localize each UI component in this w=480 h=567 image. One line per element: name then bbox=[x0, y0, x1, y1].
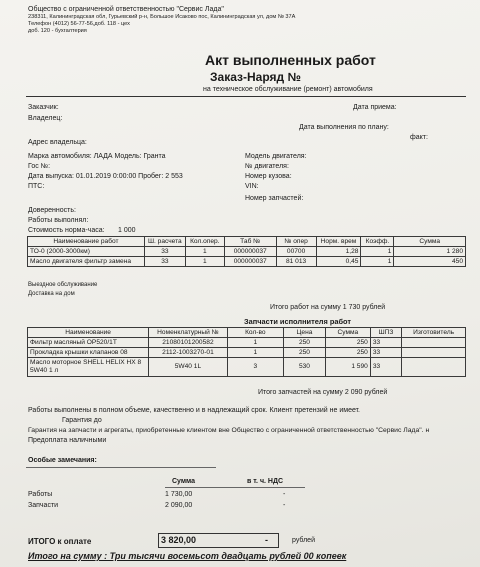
work-calc: 33 bbox=[144, 247, 185, 257]
works-total: Итого работ на сумму 1 730 рублей bbox=[270, 304, 386, 311]
parts-col-maker: Изготовитель bbox=[402, 328, 466, 338]
parts-col-qty: Кол-во bbox=[227, 328, 283, 338]
engine-model-label: Модель двигателя: bbox=[245, 153, 307, 160]
company-block bbox=[28, 6, 295, 35]
works-col-sum: Сумма bbox=[394, 237, 466, 247]
part-shpz: 33 bbox=[370, 338, 401, 348]
summary-works-sum: 1 730,00 bbox=[165, 491, 193, 498]
part-qty: 3 bbox=[227, 358, 283, 377]
part-sum: 250 bbox=[325, 338, 370, 348]
works-table bbox=[27, 236, 466, 267]
company-ext: доб. 120 - бухгалтерия bbox=[28, 27, 87, 34]
hour-cost-label: Стоимость норма-часа: bbox=[28, 227, 105, 234]
parts-table bbox=[27, 327, 466, 377]
parts-caption: Запчасти исполнителя работ bbox=[244, 317, 352, 326]
parts-col-sum: Сумма bbox=[325, 328, 370, 338]
work-ops: 1 bbox=[185, 247, 224, 257]
grand-total-dash: - bbox=[265, 535, 268, 545]
plate-label: Гос №: bbox=[28, 163, 51, 170]
part-price: 530 bbox=[284, 358, 326, 377]
engine-number-label: № двигателя: bbox=[245, 163, 289, 170]
company-name: Общество с ограниченной ответственностью "Сервис Лада" bbox=[28, 6, 224, 13]
table-row bbox=[28, 348, 466, 358]
order-number: Заказ-Наряд № bbox=[210, 70, 301, 84]
pts-label: ПТС: bbox=[28, 183, 45, 190]
owner-address-label: Адрес владельца: bbox=[28, 139, 87, 146]
part-price: 250 bbox=[284, 348, 326, 358]
remarks-label: Особые замечания: bbox=[28, 457, 97, 464]
part-maker bbox=[402, 348, 466, 358]
works-col-ops: Кол.опер. bbox=[185, 237, 224, 247]
work-sum: 450 bbox=[394, 257, 466, 267]
part-qty: 1 bbox=[227, 338, 283, 348]
parts-total: Итого запчастей на сумму 2 090 рублей bbox=[258, 389, 388, 396]
plan-date-label: Дата выполнения по плану: bbox=[299, 124, 389, 131]
proxy-label: Доверенность: bbox=[28, 207, 76, 214]
part-maker bbox=[402, 338, 466, 348]
order-purpose: на техническое обслуживание (ремонт) автомобиля bbox=[203, 86, 373, 93]
table-row bbox=[28, 338, 466, 348]
vin-label: VIN: bbox=[245, 183, 259, 190]
work-opno: 81 013 bbox=[276, 257, 316, 267]
grand-total-box bbox=[158, 533, 279, 548]
grand-total-unit: рублей bbox=[292, 537, 315, 544]
customer-label: Заказчик: bbox=[28, 104, 59, 111]
part-name: Масло моторное SHELL HELIX HX 8 5W40 1 л bbox=[28, 358, 149, 377]
table-row bbox=[28, 257, 466, 267]
completion-statement: Работы выполнены в полном объеме, качественно и в надлежащий срок. Клиент претензий не имеет. bbox=[28, 407, 360, 414]
part-maker bbox=[402, 358, 466, 377]
summary-works-label: Работы bbox=[28, 491, 53, 498]
parts-number-label: Номер запчастей: bbox=[245, 195, 304, 202]
work-calc: 33 bbox=[144, 257, 185, 267]
guarantee-line-2: Предоплата наличными bbox=[28, 437, 107, 444]
works-col-norm: Норм. врем bbox=[316, 237, 361, 247]
work-tab: 000000037 bbox=[224, 257, 276, 267]
part-nomen: 21080101200582 bbox=[149, 338, 227, 348]
part-nomen: 2112-1003270-01 bbox=[149, 348, 227, 358]
header-divider bbox=[26, 96, 466, 97]
document-title: Акт выполненных работ bbox=[205, 52, 376, 68]
part-shpz: 33 bbox=[370, 358, 401, 377]
part-price: 250 bbox=[284, 338, 326, 348]
owner-label: Владелец: bbox=[28, 115, 63, 122]
total-in-words: Итого на сумму : Три тысячи восемьсот двадцать рублей 00 копеек bbox=[28, 551, 347, 561]
release-info: Дата выпуска: 01.01.2019 0:00:00 Пробег: 2 553 bbox=[28, 173, 183, 180]
part-sum: 1 590 bbox=[325, 358, 370, 377]
table-row bbox=[28, 247, 466, 257]
parts-header-row bbox=[28, 328, 466, 338]
work-norm: 1,28 bbox=[316, 247, 361, 257]
car-info: Марка автомобиля: ЛАДА Модель: Гранта bbox=[28, 153, 166, 160]
parts-col-price: Цена bbox=[284, 328, 326, 338]
part-qty: 1 bbox=[227, 348, 283, 358]
work-coef: 1 bbox=[361, 247, 394, 257]
work-name: ТО-0 (2000-3000км) bbox=[28, 247, 145, 257]
fact-label: факт: bbox=[410, 134, 428, 141]
guarantee-label: Гарантия до bbox=[62, 417, 102, 424]
part-name: Прокладка крышки клапанов 08 bbox=[28, 348, 149, 358]
summary-parts-label: Запчасти bbox=[28, 502, 59, 509]
work-name: Масло двигателя фильтр замена bbox=[28, 257, 145, 267]
works-col-coef: Коэфф. bbox=[361, 237, 394, 247]
table-row bbox=[28, 358, 466, 377]
work-ops: 1 bbox=[185, 257, 224, 267]
summary-divider bbox=[165, 487, 305, 488]
work-coef: 1 bbox=[361, 257, 394, 267]
summary-col-sum: Сумма bbox=[172, 478, 196, 485]
grand-total-label: ИТОГО к оплате bbox=[28, 537, 92, 546]
company-address: 238311, Калининградская обл, Гурьевский р-н, Большое Исаково пос, Калининградская ул, дом № 37А bbox=[28, 14, 296, 21]
work-sum: 1 280 bbox=[394, 247, 466, 257]
parts-col-nomen: Номенклатурный № bbox=[149, 328, 227, 338]
guarantee-line-1: Гарантия на запчасти и агрегаты, приобретенные клиентом вне Общество с ограниченной ответственностью "Сервис Лада". н bbox=[28, 427, 430, 434]
summary-parts-sum: 2 090,00 bbox=[165, 502, 193, 509]
part-name: Фильтр масляный ОР520/1Т bbox=[28, 338, 149, 348]
part-sum: 250 bbox=[325, 348, 370, 358]
body-number-label: Номер кузова: bbox=[245, 173, 292, 180]
summary-works-vat: - bbox=[283, 491, 286, 498]
performed-label: Работы выполнял: bbox=[28, 217, 89, 224]
parts-col-name: Наименование bbox=[28, 328, 149, 338]
note-line-1: Выездное обслуживание bbox=[28, 282, 98, 288]
works-col-tab: Таб № bbox=[224, 237, 276, 247]
part-shpz: 33 bbox=[370, 348, 401, 358]
accept-date-label: Дата приема: bbox=[353, 104, 397, 111]
work-norm: 0,45 bbox=[316, 257, 361, 267]
grand-total-value: 3 820,00 bbox=[161, 535, 197, 545]
summary-parts-vat: - bbox=[283, 502, 286, 509]
part-nomen: 5W40 1L bbox=[149, 358, 227, 377]
parts-col-shpz: ШПЗ bbox=[370, 328, 401, 338]
works-col-calc: Ш. расчета bbox=[144, 237, 185, 247]
summary-col-vat: в т. ч. НДС bbox=[247, 478, 284, 485]
company-phone: Телефон (4012) 56-77-56,доб. 118 - цех bbox=[28, 21, 130, 28]
work-opno: 00700 bbox=[276, 247, 316, 257]
hour-cost-value: 1 000 bbox=[118, 227, 136, 234]
work-tab: 000000037 bbox=[224, 247, 276, 257]
works-col-name: Наименование работ bbox=[28, 237, 145, 247]
remarks-underline bbox=[26, 467, 216, 468]
works-col-opno: № опер bbox=[276, 237, 316, 247]
note-line-2: Доставка на дом bbox=[28, 291, 75, 297]
works-header-row bbox=[28, 237, 466, 247]
